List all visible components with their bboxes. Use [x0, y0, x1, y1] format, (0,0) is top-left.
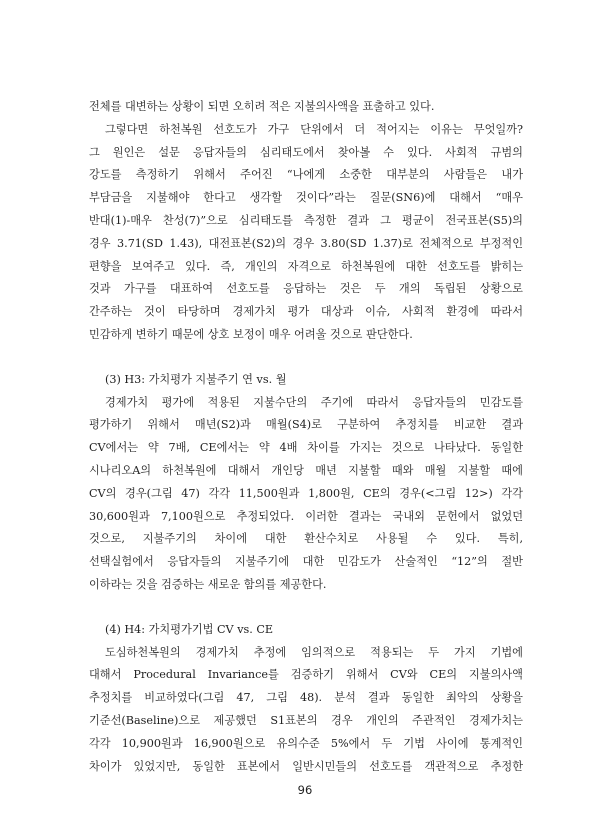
text-line: 30,600원과 7,100원으로 추정되었다. 이러한 결과는 국내외 문헌에서 없었던 [89, 509, 523, 523]
text-line: 부담금을 지불해야 한다고 생각할 것이다”라는 질문(SN6)에 대해서 “매우 [89, 191, 523, 205]
text-line: CV의 경우(그림 47) 각각 11,500원과 1,800원, CE의 경우(<그림 12>) 각각 [89, 486, 523, 500]
paragraph-valuation-method [89, 642, 523, 779]
text-line: 경우 3.71(SD 1.43), 대전표본(S2)의 경우 3.80(SD 1.37)로 전체적으로 부정적인 [89, 236, 523, 250]
text-line: 그 원인은 설문 응답자들의 심리태도에서 찾아볼 수 있다. 사회적 규범의 [89, 145, 523, 159]
text-line: 대해서 Procedural Invariance를 검증하기 위해서 CV와 CE의 지불의사액 [89, 668, 523, 682]
text-line: 것으로, 지불주기의 차이에 대한 환산수치로 사용될 수 있다. 특히, [89, 532, 523, 546]
section-heading-h4: (4) H4: 가치평가기법 CV vs. CE [105, 622, 274, 636]
text-line: 각각 10,900원과 16,900원으로 유의수준 5%에서 두 기법 사이에 통계적인 [89, 736, 523, 750]
text-line: 평가하기 위해서 매년(S2)과 매월(S4)로 구분하여 추정치를 비교한 결과 [89, 418, 523, 432]
text-line: 편향을 보여주고 있다. 즉, 개인의 자격으로 하천복원에 대한 선호도를 밝히는 [89, 259, 523, 273]
text-line: 도심하천복원의 경제가치 추정에 임의적으로 적용되는 두 가지 기법에 [105, 645, 523, 659]
text-line: 기준선(Baseline)으로 제공했던 S1표본의 경우 개인의 주관적인 경제가치는 [89, 713, 523, 727]
text-line: 반대(1)-매우 찬성(7)”으로 심리태도를 측정한 결과 그 평균이 전국표본(S5)의 [89, 213, 523, 227]
section-heading-h3: (3) H3: 가치평가 지불주기 연 vs. 월 [105, 372, 287, 386]
text-line: 시나리오A의 하천복원에 대해서 개인당 매년 지불할 때와 매월 지불할 때에 [89, 463, 523, 477]
text-line: 민감하게 변하기 때문에 상호 보정이 매우 어려울 것으로 판단한다. [89, 327, 413, 341]
paragraph-continuation [89, 96, 523, 119]
text-line: 추정치를 비교하였다(그림 47, 그림 48). 분석 결과 동일한 최악의 상황을 [89, 691, 523, 705]
paragraph-preference-reason [89, 119, 523, 347]
text-line: 차이가 있었지만, 동일한 표본에서 일반시민들의 선호도를 객관적으로 추정한 [89, 759, 523, 773]
text-line: 간주하는 것이 타당하며 경제가치 평가 대상과 이슈, 사회적 환경에 따라서 [89, 305, 523, 319]
text-line: 그렇다면 하천복원 선호도가 가구 단위에서 더 적어지는 이유는 무엇일까? [105, 122, 523, 136]
text-line: 이하라는 것을 검증하는 새로운 함의를 제공한다. [89, 577, 327, 591]
text-line: 것과 가구를 대표하여 선호도를 응답하는 것은 두 개의 독립된 상황으로 [89, 282, 523, 296]
page-number: 96 [297, 783, 313, 797]
text-line: 경제가치 평가에 적용된 지불수단의 주기에 따라서 응답자들의 민감도를 [105, 395, 523, 409]
body-text [89, 96, 523, 778]
text-line: 전체를 대변하는 상황이 되면 오히려 적은 지불의사액을 표출하고 있다. [89, 100, 435, 113]
text-line: CV에서는 약 7배, CE에서는 약 4배 차이를 가지는 것으로 나타났다. 동일한 [89, 441, 523, 455]
text-line: 선택실험에서 응답자들의 지불주기에 대한 민감도가 산술적인 “12”의 절반 [89, 555, 523, 569]
text-line: 강도를 측정하기 위해서 주어진 “나에게 소중한 대부분의 사람들은 내가 [89, 168, 523, 182]
paragraph-payment-period [89, 392, 523, 597]
